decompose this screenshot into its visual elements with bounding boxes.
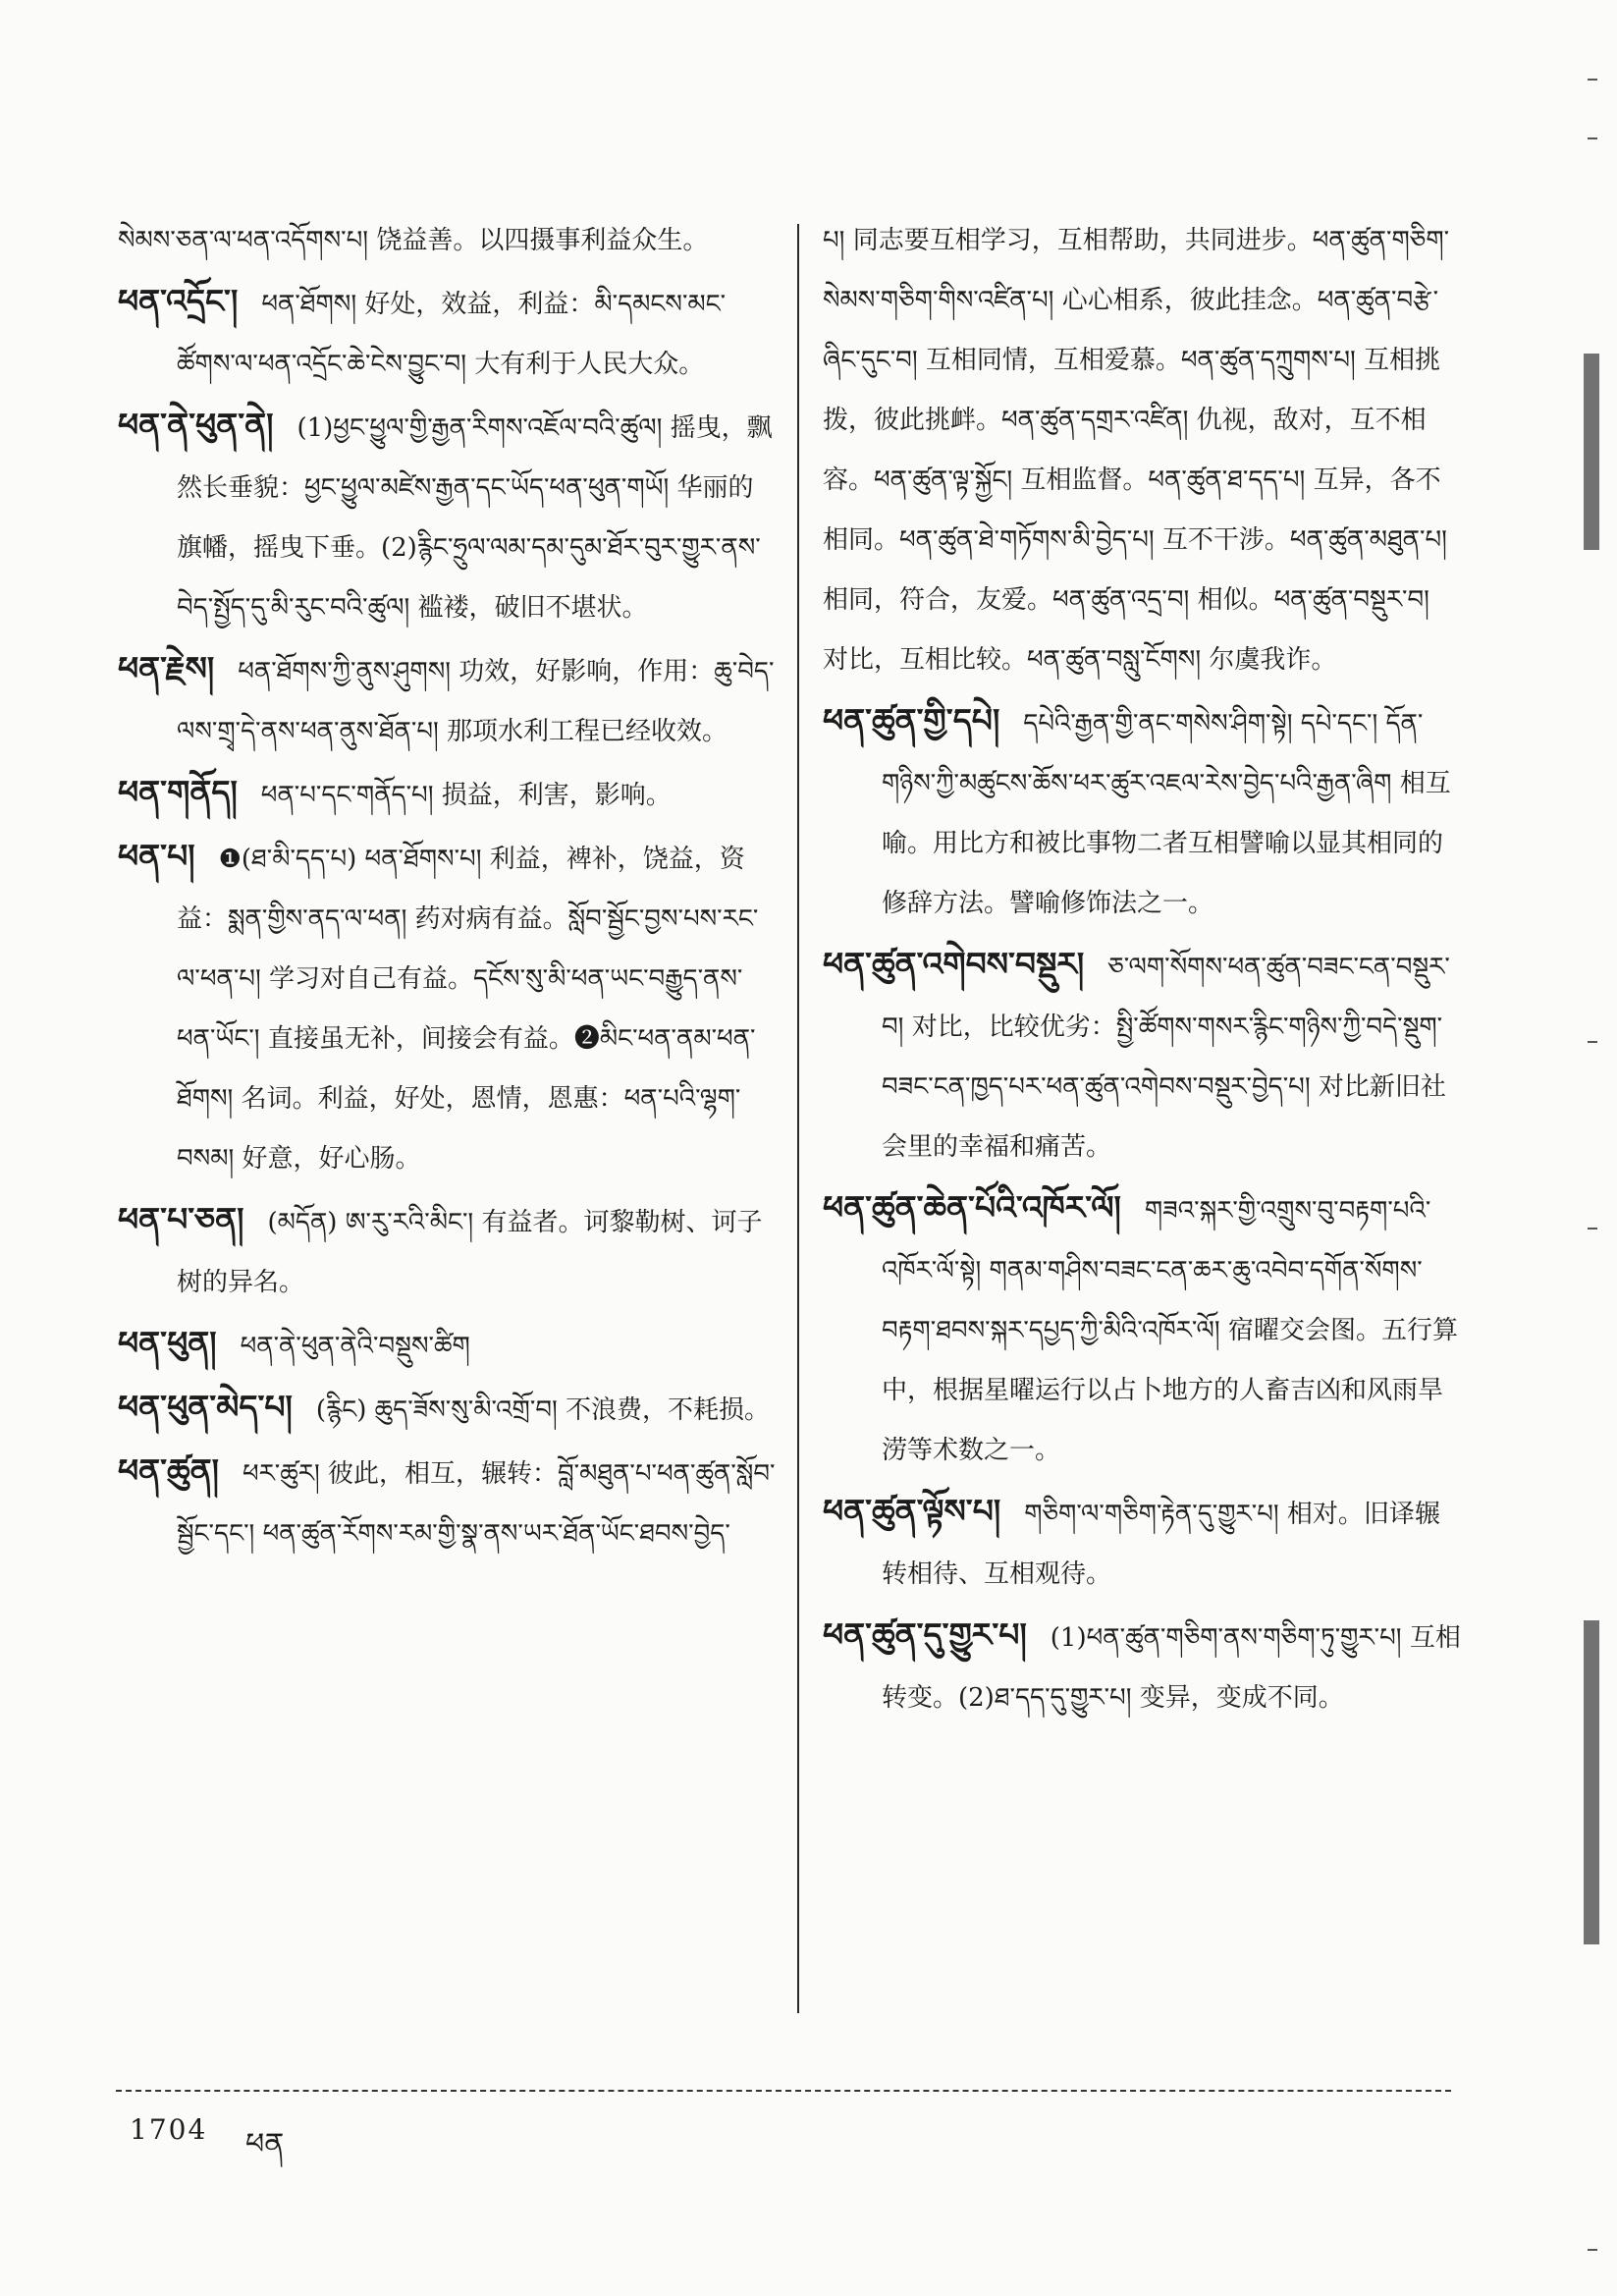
scan-edge-tick <box>1588 1228 1597 1230</box>
dictionary-entry <box>823 690 1461 934</box>
scan-edge-tick <box>1588 2249 1597 2251</box>
entry-definition: ཕར་ཚུར། 彼此，相互，辗转：བློ་མཐུན་པ་ཕན་ཚུན་སློབ་སྦྱོང་དང་། ཕན་ཚུན་རོགས་རམ་གྱི་སྣ་ནས་ཡར་ཐོན་ཡོང་ཐབས་བྱེད་ <box>177 1459 776 1549</box>
entry-headword: ཕན་ཕུན་མེད་པ། <box>118 1388 293 1426</box>
scan-edge-mark <box>1584 354 1599 550</box>
scan-edge-mark <box>1584 1620 1599 1944</box>
entry-headword: ཕན་གནོད། <box>118 773 238 811</box>
footer-rule <box>116 2090 1451 2092</box>
entry-definition: ❶(ཐ་མི་དད་པ) ཕན་ཐོགས་པ། 利益，裨补，饶益，资益：སྨན་གྱིས་ནད་ལ་ཕན། 药对病有益。སློབ་སྦྱོང་བྱས་པས་རང་ལ་ཕན་པ། 学习对自己有益。དངོས་སུ་མི་ཕན་ཡང་བརྒྱུད་ནས་ཕན་ཡོང་། 直接虽无补，间接会有益。❷མིང་ཕན་ནམ་ཕན་ཐོགས། 名词。利益，好处，恩情，恩惠：ཕན་པའི་ལྷག་བསམ། 好意，好心肠。 <box>177 845 759 1174</box>
dictionary-entry <box>118 395 778 638</box>
entry-definition: ཕན་ཐོགས་ཀྱི་ནུས་ཤུགས། 功效，好影响，作用：ཆུ་བེད་ལས་གྲྭ་དེ་ནས་ཕན་ནུས་ཐོན་པ། 那项水利工程已经收效。 <box>177 657 775 746</box>
entry-definition: སེམས་ཅན་ལ་ཕན་འདོགས་པ། 饶益善。以四摄事利益众生。 <box>118 226 709 255</box>
page-number: 1704 <box>130 2113 208 2146</box>
dictionary-entry <box>118 762 778 826</box>
entry-definition: ཕན་པ་དང་གནོད་པ། 损益，利害，影响。 <box>260 781 672 810</box>
entry-headword: ཕན་ཚུན་ཆེན་པོའི་འཁོར་ལོ། <box>823 1188 1121 1227</box>
dictionary-entry <box>823 1177 1461 1481</box>
running-head: ཕན <box>245 2127 285 2161</box>
dictionary-entry <box>118 271 778 395</box>
entry-headword: ཕན་རྗེས། <box>118 649 215 687</box>
dictionary-entry <box>823 1605 1461 1728</box>
entry-definition: ཕན་ཐོགས། 好处，效益，利益：མི་དམངས་མང་ཚོགས་ལ་ཕན་འདྲོང་ཆེ་ངེས་བྱུང་བ། 大有利于人民大众。 <box>177 290 727 379</box>
dictionary-entry <box>118 638 778 762</box>
dictionary-entry <box>118 1189 778 1313</box>
dictionary-entry <box>823 934 1461 1177</box>
dictionary-entry <box>118 211 778 271</box>
entry-headword: ཕན་པ། <box>118 837 195 875</box>
right-column <box>823 211 1461 1728</box>
entry-headword: ཕན་ཚུན་འགེབས་བསྡུར། <box>823 945 1085 983</box>
entry-definition: ཕན་ནེ་ཕུན་ནེའི་བསྡུས་ཚིག <box>240 1332 470 1361</box>
entry-headword: ཕན་པ་ཅན། <box>118 1200 244 1238</box>
left-column <box>118 211 778 1564</box>
dictionary-entry <box>118 1377 778 1441</box>
entry-definition: (མདོན) ཨ་རུ་རའི་མིང་། 有益者。诃黎勒树、诃子树的异名。 <box>177 1208 763 1297</box>
column-divider <box>797 224 799 2013</box>
entry-definition: (1)ཕྱང་ཕྱུལ་གྱི་རྒྱན་རིགས་འཇོལ་བའི་ཚུལ། 摇曳，飘然长垂貌：ཕྱང་ཕྱུལ་མཛེས་རྒྱན་དང་ཡོད་ཕན་ཕུན་གཡོ། 华丽的旗幡，摇曳下垂。(2)རྙིང་ཧྲུལ་ལམ་དམ་དུམ་ཐོར་བུར་གྱུར་ནས་བེད་སྤྱོད་དུ་མི་རུང་བའི་ཚུལ། 褴褛，破旧不堪状。 <box>177 413 773 623</box>
entry-definition: པ། 同志要互相学习，互相帮助，共同进步。ཕན་ཚུན་གཅིག་སེམས་གཅིག་གིས་འཛིན་པ། 心心相系，彼此挂念。ཕན་ཚུན་བརྩེ་ཞིང་དུང་བ། 互相同情，互相爱慕。ཕན་ཚུན་དཀྲུགས་པ། 互相挑拨，彼此挑衅。ཕན་ཚུན་དགྲར་འཛིན། 仇视，敌对，互不相容。ཕན་ཚུན་ལྟ་སྐྱོང། 互相监督。ཕན་ཚུན་ཐ་དད་པ། 互异，各不相同。ཕན་ཚུན་ཐེ་གཏོགས་མི་བྱེད་པ། 互不干涉。ཕན་ཚུན་མཐུན་པ། 相同，符合，友爱。ཕན་ཚུན་འདྲ་བ། 相似。ཕན་ཚུན་བསྡུར་བ། 对比，互相比较。ཕན་ཚུན་བསླུ་ངོགས། 尔虞我诈。 <box>823 226 1450 675</box>
scan-edge-tick <box>1588 137 1597 139</box>
entry-headword: ཕན་ཚུན་དུ་གྱུར་པ། <box>823 1615 1027 1654</box>
entry-headword: ཕན་ཚུན་གྱི་དཔེ། <box>823 701 1000 739</box>
dictionary-entry <box>118 1313 778 1377</box>
dictionary-entry <box>823 1481 1461 1605</box>
entry-definition: དཔེའི་རྒྱན་གྱི་ནང་གསེས་ཤིག་སྟེ། དཔེ་དང་། དོན་གཉིས་ཀྱི་མཚུངས་ཆོས་ཕར་ཚུར་འཇལ་རེས་བྱེད་པའི་རྒྱན་ཞིག 相互喻。用比方和被比事物二者互相譬喻以显其相同的修辞方法。譬喻修饰法之一。 <box>882 709 1451 918</box>
scan-edge-tick <box>1588 1041 1597 1043</box>
entry-definition: ཅ་ལག་སོགས་ཕན་ཚུན་བཟང་ངན་བསྡུར་བ། 对比，比较优劣：སྤྱི་ཚོགས་གསར་རྙིང་གཉིས་ཀྱི་བདེ་སྡུག་བཟང་ངན་ཁྱད་པར་ཕན་ཚུན་འགེབས་བསྡུར་བྱེད་པ། 对比新旧社会里的幸福和痛苦。 <box>882 953 1450 1162</box>
scan-edge-tick <box>1588 79 1597 81</box>
dictionary-entry <box>118 826 778 1189</box>
entry-definition: གཟའ་སྐར་གྱི་འགྲུས་བུ་བརྟག་པའི་འཁོར་ལོ་སྟེ། གནམ་གཤིས་བཟང་ངན་ཆར་ཆུ་འབེབ་དགོན་སོགས་བརྟག་ཐབས་སྐར་དཔྱད་ཀྱི་མིའི་འཁོར་ལོ། 宿曜交会图。五行算中，根据星曜运行以占卜地方的人畜吉凶和风雨旱涝等术数之一。 <box>882 1196 1458 1465</box>
entry-headword: ཕན་འདྲོང་། <box>118 282 239 320</box>
entry-headword: ཕན་ནེ་ཕུན་ནེ། <box>118 406 274 444</box>
entry-headword: ཕན་ཚུན། <box>118 1451 219 1490</box>
entry-definition: (1)ཕན་ཚུན་གཅིག་ནས་གཅིག་ཏུ་གྱུར་པ། 互相转变。(2)ཐ་དད་དུ་གྱུར་པ། 变异，变成不同。 <box>882 1623 1461 1713</box>
entry-headword: ཕན་ཚུན་ལྟོས་པ། <box>823 1492 1001 1530</box>
dictionary-entry <box>118 1441 778 1564</box>
entry-definition: (རྙིང) ཆུད་ཟོས་སུ་མི་འགྲོ་བ། 不浪费，不耗损。 <box>315 1395 771 1425</box>
dictionary-entry <box>823 211 1461 690</box>
entry-headword: ཕན་ཕུན། <box>118 1324 217 1362</box>
entry-definition: གཅིག་ལ་གཅིག་རྟེན་དུ་གྱུར་པ། 相对。旧译辗转相待、互相观待。 <box>882 1500 1440 1589</box>
